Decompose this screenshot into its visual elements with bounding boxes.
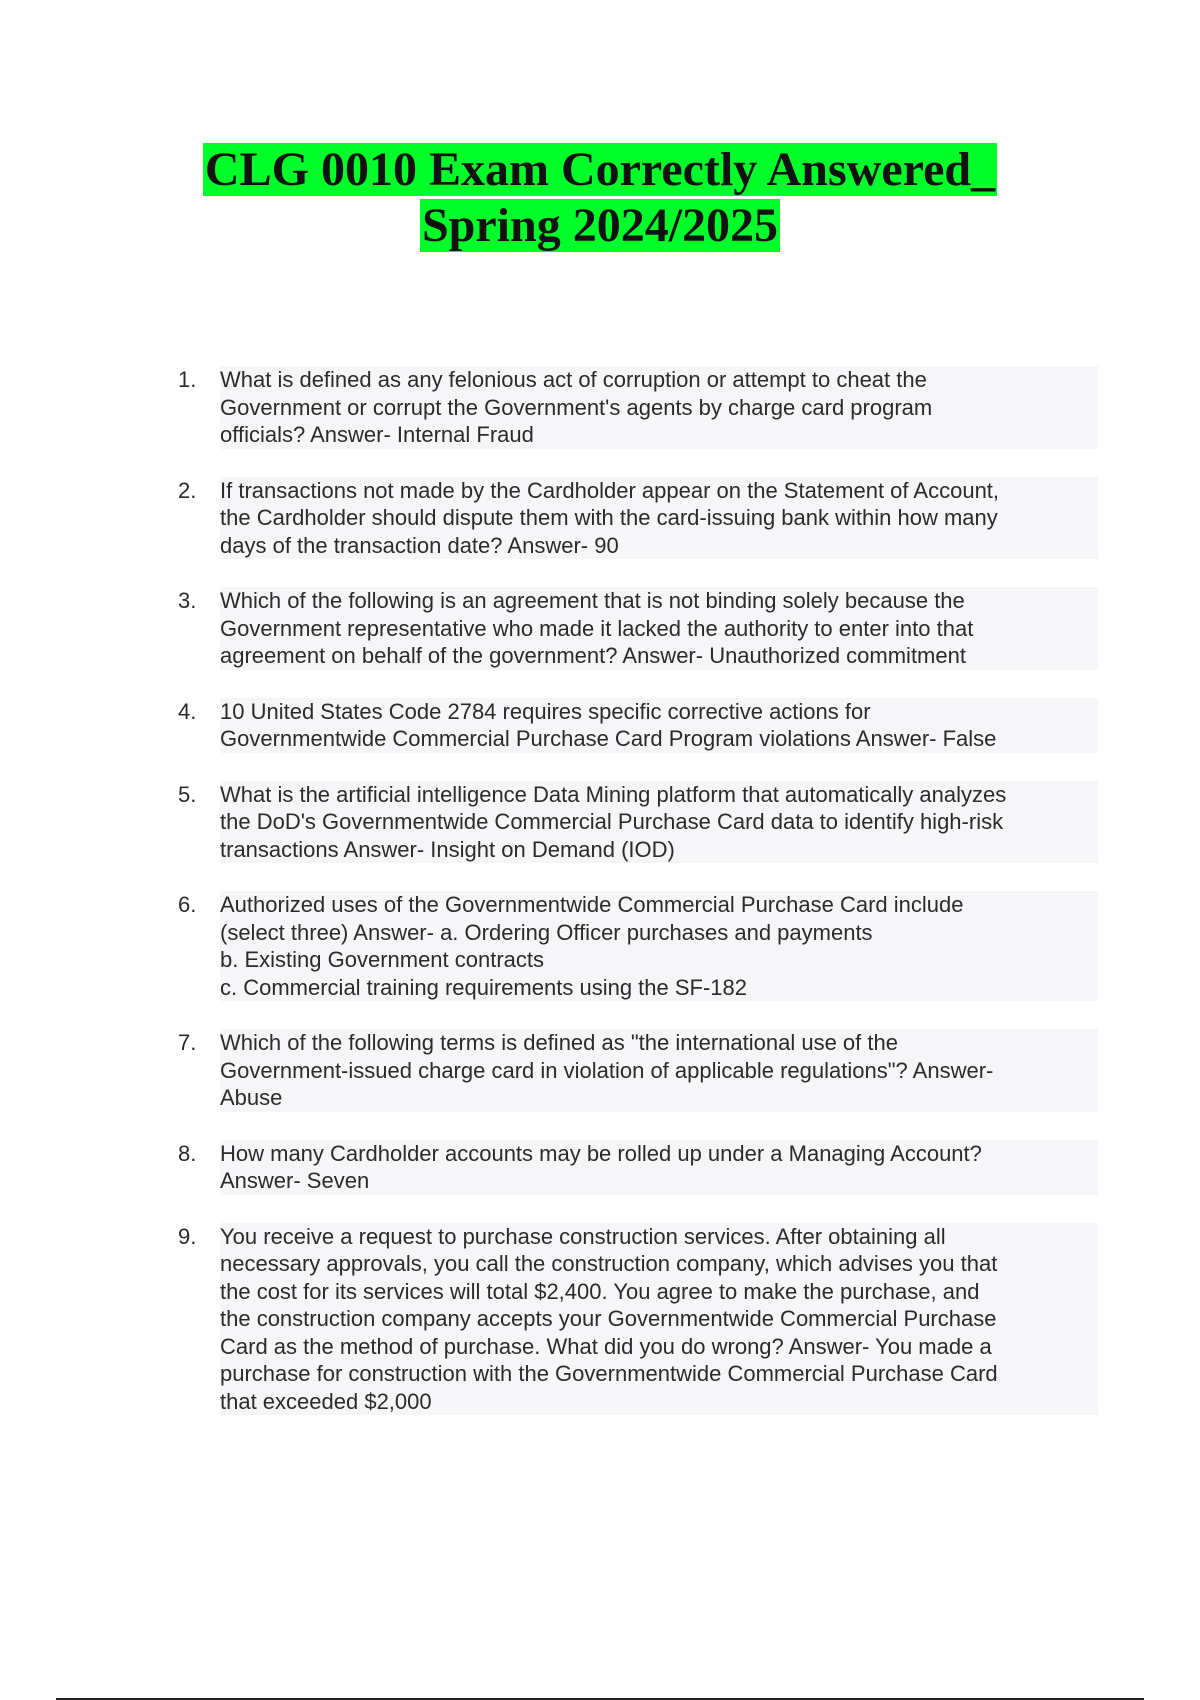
question-text-line: the DoD's Governmentwide Commercial Purchase Card data to identify high-risk (220, 808, 1098, 836)
question-text (220, 1029, 1098, 1112)
question-number: 5. (178, 781, 197, 807)
question-text-line: Governmentwide Commercial Purchase Card Program violations Answer- False (220, 725, 1098, 753)
question-number: 1. (178, 367, 197, 392)
question-item (178, 1029, 1098, 1112)
question-number: 7. (178, 1030, 197, 1055)
question-list (178, 366, 1098, 1443)
question-text-line: transactions Answer- Insight on Demand (IOD) (220, 836, 1098, 864)
question-text (220, 587, 1098, 670)
question-number: 8. (178, 1140, 197, 1166)
question-text (220, 698, 1098, 753)
question-text-line: Which of the following terms is defined as "the international use of the (220, 1029, 1098, 1057)
question-item (178, 1223, 1098, 1416)
question-text (220, 891, 1098, 1001)
question-text-line: the construction company accepts your Governmentwide Commercial Purchase (220, 1305, 1098, 1333)
question-item (178, 477, 1098, 560)
question-text-line: c. Commercial training requirements using the SF-182 (220, 974, 1098, 1002)
question-text-line: agreement on behalf of the government? Answer- Unauthorized commitment (220, 642, 1098, 670)
question-text (220, 477, 1098, 560)
question-text-line: You receive a request to purchase construction services. After obtaining all (220, 1223, 1098, 1251)
question-text-line: days of the transaction date? Answer- 90 (220, 532, 1098, 560)
question-text-line: Answer- Seven (220, 1167, 1098, 1195)
question-text-line: (select three) Answer- a. Ordering Officer purchases and payments (220, 919, 1098, 947)
page-title (0, 142, 1200, 254)
question-text (220, 1223, 1098, 1416)
question-item (178, 1140, 1098, 1195)
question-number: 4. (178, 698, 197, 724)
question-item (178, 781, 1098, 864)
question-item (178, 366, 1098, 449)
question-text-line: Abuse (220, 1084, 1098, 1112)
question-number: 3. (178, 588, 197, 613)
question-text-line: the Cardholder should dispute them with the card-issuing bank within how many (220, 504, 1098, 532)
question-text-line: that exceeded $2,000 (220, 1388, 1098, 1416)
question-item (178, 891, 1098, 1001)
question-text (220, 366, 1098, 449)
question-number: 9. (178, 1223, 197, 1249)
question-text-line: Card as the method of purchase. What did you do wrong? Answer- You made a (220, 1333, 1098, 1361)
title-line-1: CLG 0010 Exam Correctly Answered_ (204, 143, 996, 196)
question-text-line: the cost for its services will total $2,400. You agree to make the purchase, and (220, 1278, 1098, 1306)
title-line-2: Spring 2024/2025 (421, 199, 779, 252)
question-text-line: Government or corrupt the Government's agents by charge card program (220, 394, 1098, 422)
question-text-line: purchase for construction with the Governmentwide Commercial Purchase Card (220, 1360, 1098, 1388)
question-text-line: What is the artificial intelligence Data Mining platform that automatically analyzes (220, 781, 1098, 809)
question-text-line: Government representative who made it lacked the authority to enter into that (220, 615, 1098, 643)
question-text-line: 10 United States Code 2784 requires specific corrective actions for (220, 698, 1098, 726)
question-text-line: Government-issued charge card in violation of applicable regulations"? Answer- (220, 1057, 1098, 1085)
question-number: 6. (178, 892, 197, 917)
question-number: 2. (178, 477, 197, 503)
question-text (220, 781, 1098, 864)
question-item (178, 698, 1098, 753)
question-item (178, 587, 1098, 670)
question-text (220, 1140, 1098, 1195)
question-text-line: What is defined as any felonious act of corruption or attempt to cheat the (220, 366, 1098, 394)
question-text-line: How many Cardholder accounts may be rolled up under a Managing Account? (220, 1140, 1098, 1168)
question-text-line: necessary approvals, you call the construction company, which advises you that (220, 1250, 1098, 1278)
question-text-line: If transactions not made by the Cardholder appear on the Statement of Account, (220, 477, 1098, 505)
question-text-line: officials? Answer- Internal Fraud (220, 421, 1098, 449)
question-text-line: Which of the following is an agreement that is not binding solely because the (220, 587, 1098, 615)
question-text-line: b. Existing Government contracts (220, 946, 1098, 974)
question-text-line: Authorized uses of the Governmentwide Commercial Purchase Card include (220, 891, 1098, 919)
